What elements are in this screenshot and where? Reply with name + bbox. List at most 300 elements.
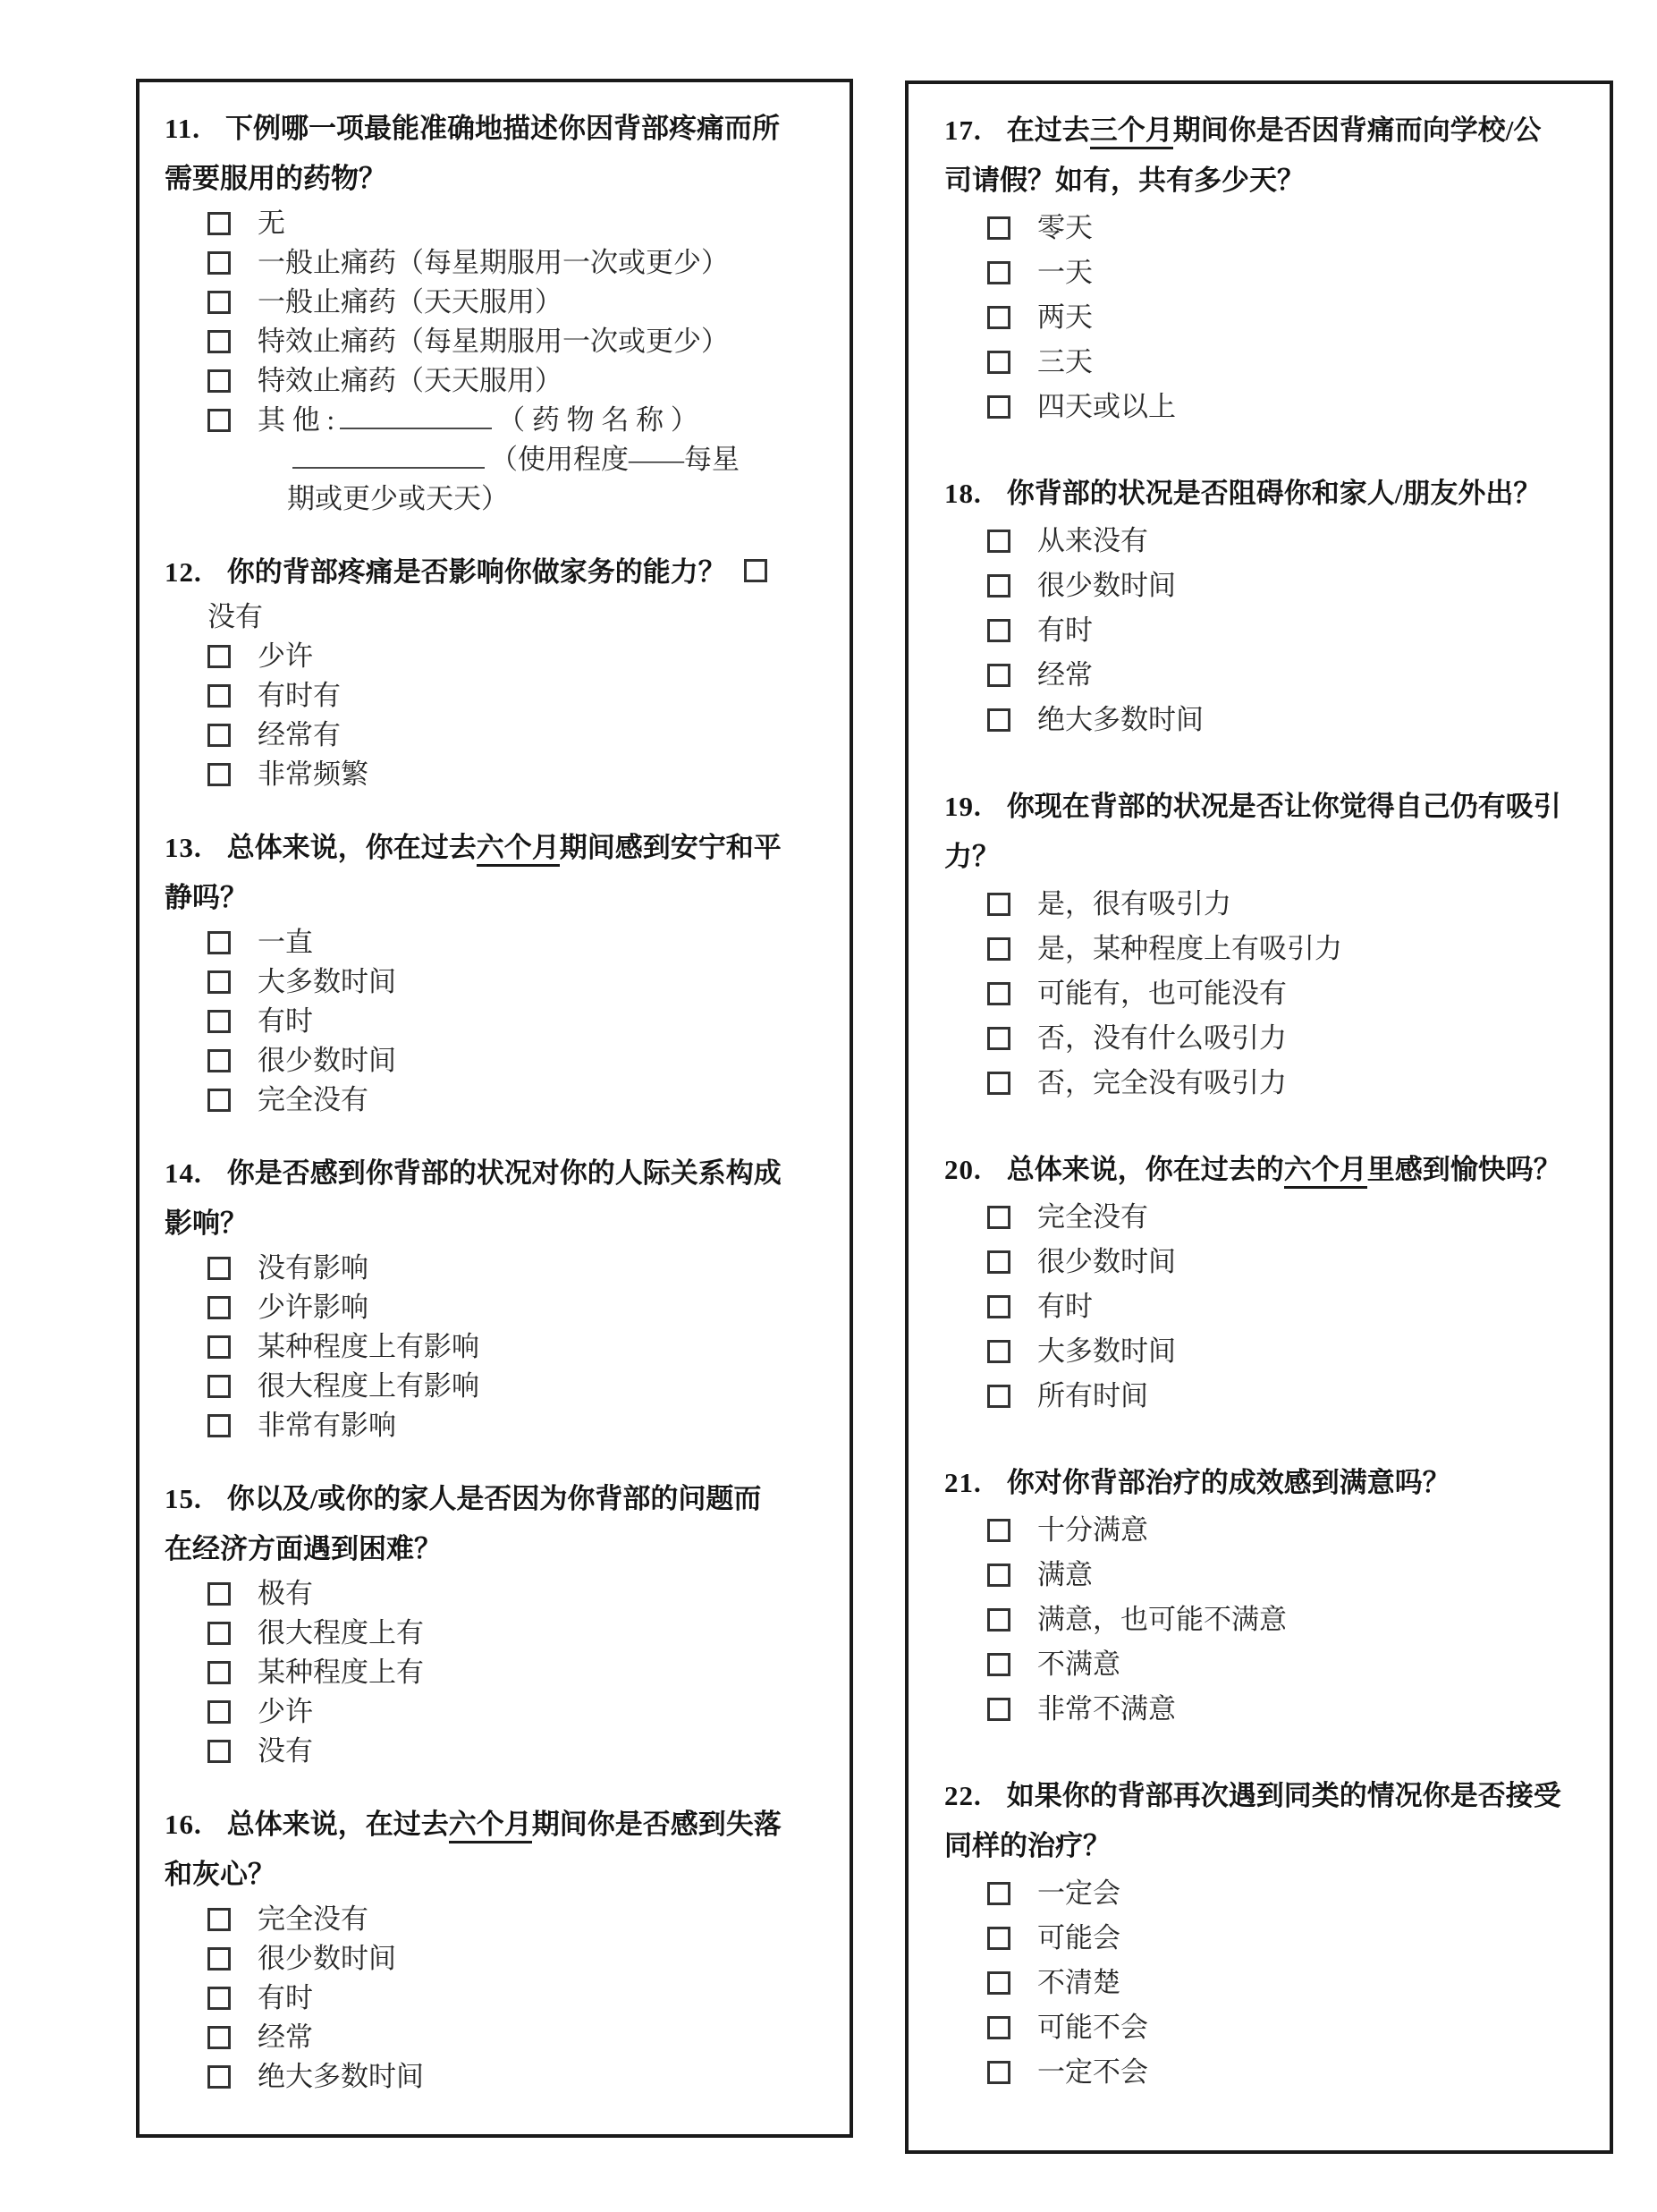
question-14 (165, 1148, 824, 1445)
text-run: 可能有，也可能没有 (1037, 978, 1287, 1009)
answer-option (165, 1002, 824, 1041)
option-checkbox[interactable] (987, 982, 1010, 1005)
answer-option (165, 962, 824, 1002)
answer-option (165, 597, 824, 637)
option-label (1037, 1380, 1148, 1411)
text-run: 完全没有 (258, 1084, 368, 1115)
inline-checkbox[interactable] (744, 559, 767, 582)
underlined-term: 六个月 (477, 832, 560, 867)
option-label (207, 601, 263, 632)
answer-option (165, 755, 824, 794)
fill-in-blank-line[interactable] (340, 401, 492, 429)
option-label (258, 1005, 313, 1037)
option-checkbox[interactable] (207, 1089, 231, 1112)
option-label (1037, 1246, 1176, 1277)
question-prompt-line (165, 1524, 824, 1574)
text-run: 特效止痛药（每星期服用一次或更少） (258, 326, 729, 357)
option-checkbox[interactable] (207, 1335, 231, 1359)
option-checkbox[interactable] (987, 1250, 1010, 1274)
answer-option (944, 1687, 1574, 1732)
text-run: 里感到愉快吗？ (1366, 1154, 1561, 1185)
text-run: 非常有影响 (258, 1410, 396, 1441)
answer-option (944, 1329, 1574, 1374)
text-run: 没有 (207, 601, 263, 632)
text-run: 特效止痛药（天天服用） (258, 365, 562, 396)
answer-option (944, 1871, 1574, 1916)
underlined-term: 三个月 (1090, 114, 1173, 149)
option-label (1037, 1877, 1120, 1909)
option-checkbox[interactable] (207, 2065, 231, 2089)
answer-option (944, 1016, 1574, 1061)
question-22 (944, 1771, 1574, 2095)
text-run: 十分满意 (1037, 1514, 1148, 1546)
option-checkbox[interactable] (207, 763, 231, 786)
text-run: 零天 (1037, 212, 1093, 243)
text-run: 一直 (258, 927, 313, 958)
text-run: 很少数时间 (258, 1045, 396, 1076)
option-label (1037, 1201, 1148, 1233)
text-run: 不满意 (1037, 1648, 1120, 1680)
text-run: （ 药 物 名 称 ） (497, 404, 698, 436)
option-checkbox[interactable] (987, 1295, 1010, 1318)
option-checkbox[interactable] (207, 1582, 231, 1606)
answer-option (944, 698, 1574, 742)
answer-option (165, 1574, 824, 1614)
question-13 (165, 823, 824, 1120)
answer-option (165, 243, 824, 283)
option-label (1037, 570, 1176, 601)
question-number: 22. (944, 1780, 982, 1811)
answer-option (165, 1249, 824, 1288)
answer-option (944, 1061, 1574, 1106)
option-checkbox[interactable] (987, 1340, 1010, 1363)
option-checkbox[interactable] (987, 530, 1010, 553)
option-checkbox[interactable] (987, 1698, 1010, 1721)
option-label (1037, 614, 1093, 646)
option-label (1037, 1067, 1287, 1098)
question-prompt-line (165, 104, 824, 154)
option-label (258, 1331, 479, 1362)
option-checkbox[interactable] (207, 212, 231, 235)
option-label (1037, 933, 1342, 964)
text-run: 期间你是否感到失落 (531, 1809, 782, 1840)
question-number: 16. (165, 1809, 202, 1840)
text-run: 你以及/或你的家人是否因为你背部的问题而 (226, 1483, 762, 1514)
text-run: 很少数时间 (258, 1943, 396, 1974)
option-label (1037, 391, 1176, 422)
question-number: 12. (165, 556, 202, 588)
answer-option (165, 283, 824, 322)
answer-option (165, 676, 824, 716)
option-label (258, 719, 341, 750)
option-checkbox[interactable] (987, 574, 1010, 597)
option-label (258, 2021, 313, 2053)
option-label (1037, 1022, 1287, 1054)
text-run: 绝大多数时间 (258, 2061, 424, 2092)
question-prompt-line (165, 873, 824, 923)
text-run: 期间感到安宁和平 (559, 832, 782, 863)
text-run: 经常 (258, 2021, 313, 2053)
question-prompt-line (944, 1458, 1574, 1508)
answer-option (944, 653, 1574, 698)
option-label (1037, 257, 1093, 288)
text-run: 可能会 (1037, 1922, 1120, 1954)
answer-option (165, 1288, 824, 1327)
option-label (1037, 1967, 1120, 1998)
answer-option (165, 1081, 824, 1120)
text-run: 没有 (258, 1735, 313, 1767)
text-run: 大多数时间 (1037, 1335, 1176, 1367)
text-run: 在经济方面遇到困难？ (165, 1533, 442, 1564)
question-21 (944, 1458, 1574, 1732)
option-label (1037, 212, 1093, 243)
answer-option (944, 1240, 1574, 1284)
option-label (1037, 301, 1093, 333)
text-run: 下例哪一项最能准确地描述你因背部疼痛而所 (225, 113, 781, 144)
answer-option (944, 608, 1574, 653)
answer-option (165, 923, 824, 962)
option-checkbox[interactable] (207, 1908, 231, 1931)
option-checkbox[interactable] (207, 251, 231, 275)
option-continuation-line (165, 440, 824, 479)
question-prompt-line (944, 1145, 1574, 1195)
answer-option (165, 1614, 824, 1653)
answer-option (944, 1642, 1574, 1687)
text-run: 一定会 (1037, 1877, 1120, 1909)
text-run: 很大程度上有 (258, 1617, 424, 1648)
text-run: 没有影响 (258, 1252, 368, 1284)
option-checkbox[interactable] (987, 708, 1010, 732)
option-checkbox[interactable] (987, 1206, 1010, 1229)
answer-option (165, 1041, 824, 1081)
option-label (258, 2061, 424, 2092)
answer-option (944, 1374, 1574, 1419)
option-label (1037, 704, 1204, 735)
answer-option (165, 716, 824, 755)
underlined-term: 六个月 (1284, 1154, 1367, 1189)
right-column-panel (905, 81, 1613, 2154)
question-19 (944, 782, 1574, 1106)
question-11 (165, 104, 824, 519)
option-label (1037, 346, 1093, 377)
answer-option (165, 1653, 824, 1692)
answer-option (165, 1367, 824, 1406)
text-run: 其 他 : (258, 404, 335, 436)
text-run: 完全没有 (258, 1903, 368, 1935)
option-label (258, 404, 698, 436)
question-prompt-line (944, 106, 1574, 156)
option-checkbox[interactable] (987, 351, 1010, 374)
text-run: 无 (258, 208, 285, 239)
option-label (258, 1292, 368, 1323)
option-label (258, 1410, 396, 1441)
option-checkbox[interactable] (207, 684, 231, 708)
option-label (258, 966, 396, 997)
option-label (258, 1735, 313, 1767)
text-run: 少许影响 (258, 1292, 368, 1323)
text-run: 非常频繁 (258, 759, 368, 790)
text-run: 一般止痛药（每星期服用一次或更少） (258, 247, 729, 278)
option-label (1037, 1335, 1176, 1367)
option-checkbox[interactable] (207, 1375, 231, 1398)
option-label (258, 680, 341, 711)
text-run: 极有 (258, 1578, 313, 1609)
option-label (1037, 1604, 1287, 1635)
text-run: 一天 (1037, 257, 1093, 288)
text-run: 有时 (258, 1982, 313, 2013)
text-run: 期间你是否因背痛而向学校/公 (1172, 114, 1542, 146)
left-column-panel (136, 79, 853, 2138)
option-checkbox[interactable] (207, 1661, 231, 1684)
question-number: 13. (165, 832, 202, 863)
option-checkbox[interactable] (207, 291, 231, 314)
answer-option (944, 882, 1574, 927)
option-checkbox[interactable] (987, 1927, 1010, 1950)
question-number: 21. (944, 1467, 982, 1498)
answer-option (944, 295, 1574, 340)
text-run: 否，完全没有吸引力 (1037, 1067, 1287, 1098)
text-run: 从来没有 (1037, 525, 1148, 556)
text-run: 很大程度上有影响 (258, 1370, 479, 1402)
question-prompt-line (165, 1850, 824, 1900)
text-run: 经常有 (258, 719, 341, 750)
text-run: 少许 (258, 640, 313, 672)
question-number: 14. (165, 1157, 202, 1189)
option-checkbox[interactable] (207, 409, 231, 432)
text-run: 某种程度上有影响 (258, 1331, 479, 1362)
option-checkbox[interactable] (987, 1564, 1010, 1587)
answer-option (165, 1406, 824, 1445)
option-checkbox[interactable] (987, 1608, 1010, 1631)
option-checkbox[interactable] (987, 2016, 1010, 2039)
question-prompt-line (944, 1821, 1574, 1871)
text-run: 有时 (258, 1005, 313, 1037)
option-checkbox[interactable] (207, 1049, 231, 1072)
option-checkbox[interactable] (987, 893, 1010, 916)
text-run: 你是否感到你背部的状况对你的人际关系构成 (226, 1157, 782, 1189)
option-checkbox[interactable] (987, 216, 1010, 240)
text-run: 是，某种程度上有吸引力 (1037, 933, 1342, 964)
option-checkbox[interactable] (987, 395, 1010, 419)
option-checkbox[interactable] (207, 330, 231, 353)
option-label (1037, 1291, 1093, 1322)
text-run: （使用程度——每星 (490, 444, 740, 475)
text-run: 一般止痛药（天天服用） (258, 286, 562, 318)
option-label (258, 286, 562, 318)
option-label (258, 1617, 424, 1648)
text-run: 和灰心？ (165, 1859, 275, 1890)
option-label (258, 365, 562, 396)
text-run: 非常不满意 (1037, 1693, 1176, 1725)
option-label (258, 1657, 424, 1688)
option-label (258, 247, 729, 278)
option-label (1037, 2056, 1148, 2088)
option-checkbox[interactable] (207, 1257, 231, 1280)
option-checkbox[interactable] (207, 1700, 231, 1724)
option-checkbox[interactable] (987, 1385, 1010, 1408)
question-prompt-line (165, 1474, 824, 1524)
option-label (258, 208, 285, 239)
option-checkbox[interactable] (987, 1072, 1010, 1095)
option-checkbox[interactable] (207, 970, 231, 994)
text-run: 有时 (1037, 1291, 1093, 1322)
question-prompt-line (944, 782, 1574, 832)
option-checkbox[interactable] (987, 2061, 1010, 2084)
text-run: 你的背部疼痛是否影响你做家务的能力？ (226, 556, 726, 588)
answer-option (944, 2005, 1574, 2050)
text-run: 静吗？ (165, 882, 248, 913)
text-run: 期或更少或天天） (287, 483, 509, 514)
question-17 (944, 106, 1574, 429)
question-12 (165, 547, 824, 794)
answer-option (165, 2057, 824, 2097)
option-label (258, 1370, 479, 1402)
option-checkbox[interactable] (207, 1987, 231, 2010)
text-run: 四天或以上 (1037, 391, 1176, 422)
text-run: 总体来说，你在过去的 (1006, 1154, 1284, 1185)
question-20 (944, 1145, 1574, 1419)
text-run: 在过去 (1006, 114, 1090, 146)
question-number: 19. (944, 791, 982, 822)
answer-option (944, 519, 1574, 564)
text-run: 可能不会 (1037, 2012, 1148, 2043)
text-run: 需要服用的药物？ (165, 163, 386, 194)
text-run: 某种程度上有 (258, 1657, 424, 1688)
option-checkbox[interactable] (207, 1010, 231, 1033)
text-run: 力？ (944, 841, 1000, 872)
text-run: 是，很有吸引力 (1037, 888, 1231, 920)
option-checkbox[interactable] (207, 931, 231, 954)
answer-option (944, 564, 1574, 608)
text-run: 如果你的背部再次遇到同类的情况你是否接受 (1006, 1780, 1561, 1811)
option-checkbox[interactable] (987, 1882, 1010, 1905)
text-run: 满意，也可能不满意 (1037, 1604, 1287, 1635)
option-label (1037, 888, 1231, 920)
question-prompt-line (944, 469, 1574, 519)
text-run: 两天 (1037, 301, 1093, 333)
option-checkbox[interactable] (207, 369, 231, 393)
option-label (258, 1982, 313, 2013)
underlined-term: 六个月 (449, 1809, 532, 1843)
answer-option (165, 1692, 824, 1732)
text-run: 你背部的状况是否阻碍你和家人/朋友外出？ (1006, 478, 1542, 509)
question-prompt-line (165, 547, 824, 597)
answer-option (165, 1979, 824, 2018)
option-checkbox[interactable] (207, 724, 231, 747)
option-label (1037, 1693, 1176, 1725)
option-label (258, 1252, 368, 1284)
question-number: 20. (944, 1154, 982, 1185)
text-run: 影响？ (165, 1208, 248, 1239)
answer-option (944, 385, 1574, 429)
question-prompt-line (944, 1771, 1574, 1821)
answer-option (944, 971, 1574, 1016)
option-label (258, 759, 368, 790)
text-run: 少许 (258, 1696, 313, 1727)
text-run: 所有时间 (1037, 1380, 1148, 1411)
option-checkbox[interactable] (987, 664, 1010, 687)
question-prompt-line (944, 156, 1574, 206)
fill-in-blank-line[interactable] (292, 440, 485, 469)
option-checkbox[interactable] (987, 261, 1010, 284)
option-label (258, 1578, 313, 1609)
option-checkbox[interactable] (987, 306, 1010, 329)
text-run: 一定不会 (1037, 2056, 1148, 2088)
text-run: 大多数时间 (258, 966, 396, 997)
question-number: 17. (944, 114, 982, 146)
option-checkbox[interactable] (987, 1027, 1010, 1050)
option-checkbox[interactable] (207, 1414, 231, 1437)
option-checkbox[interactable] (207, 1740, 231, 1763)
answer-option (944, 1284, 1574, 1329)
question-number: 11. (165, 113, 201, 144)
option-checkbox[interactable] (207, 645, 231, 668)
option-checkbox[interactable] (987, 937, 1010, 961)
option-continuation-line (165, 479, 824, 519)
option-checkbox[interactable] (987, 1519, 1010, 1542)
text-run: 满意 (1037, 1559, 1093, 1590)
answer-option (165, 1732, 824, 1771)
answer-option (944, 340, 1574, 385)
text-run: 完全没有 (1037, 1201, 1148, 1233)
text-run: 同样的治疗？ (944, 1830, 1111, 1861)
option-label (258, 927, 313, 958)
text-run: 绝大多数时间 (1037, 704, 1204, 735)
option-label (258, 1696, 313, 1727)
option-checkbox[interactable] (987, 1971, 1010, 1995)
answer-option (944, 1598, 1574, 1642)
option-label (258, 1903, 368, 1935)
option-label (1037, 1648, 1120, 1680)
answer-option (165, 2018, 824, 2057)
option-checkbox[interactable] (987, 1653, 1010, 1676)
question-prompt-line (165, 1199, 824, 1249)
option-label (258, 326, 729, 357)
option-label (1037, 525, 1148, 556)
question-prompt-line (165, 1800, 824, 1850)
question-16 (165, 1800, 824, 2097)
question-15 (165, 1474, 824, 1771)
option-checkbox[interactable] (207, 1947, 231, 1970)
question-prompt-line (165, 154, 824, 204)
option-checkbox[interactable] (207, 2026, 231, 2049)
option-label (258, 1045, 396, 1076)
answer-option (165, 1327, 824, 1367)
option-label (258, 1943, 396, 1974)
answer-option (944, 1553, 1574, 1598)
option-label (1037, 1922, 1120, 1954)
text-run: 不清楚 (1037, 1967, 1120, 1998)
option-label (1037, 978, 1287, 1009)
option-label (258, 640, 313, 672)
question-prompt-line (944, 832, 1574, 882)
option-label (258, 1084, 368, 1115)
answer-option (944, 927, 1574, 971)
option-checkbox[interactable] (207, 1622, 231, 1645)
text-run: 三天 (1037, 346, 1093, 377)
answer-option (944, 1916, 1574, 1961)
text-run: 有时 (1037, 614, 1093, 646)
answer-option (165, 322, 824, 361)
text-run: 总体来说，在过去 (226, 1809, 449, 1840)
option-checkbox[interactable] (207, 1296, 231, 1319)
question-prompt-line (165, 1148, 824, 1199)
answer-option (944, 250, 1574, 295)
answer-option (165, 637, 824, 676)
text-run: 你现在背部的状况是否让你觉得自己仍有吸引 (1006, 791, 1561, 822)
option-checkbox[interactable] (987, 619, 1010, 642)
answer-option (165, 401, 824, 440)
